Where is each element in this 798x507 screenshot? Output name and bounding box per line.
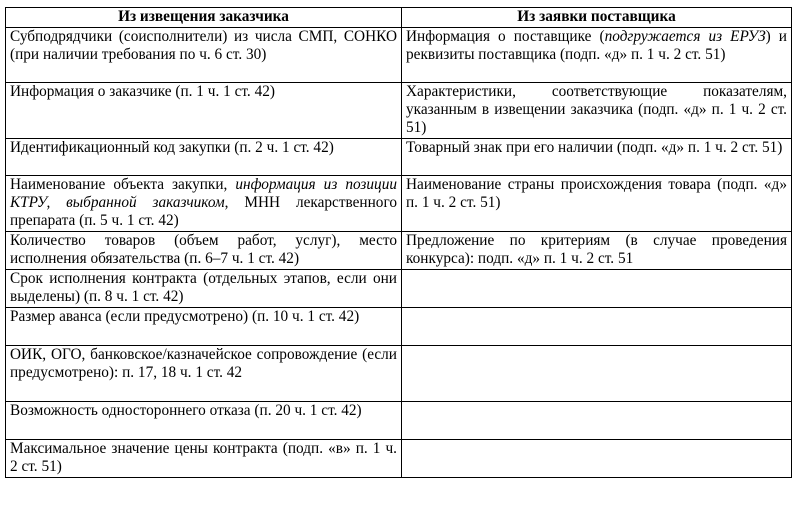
cell-supplier-application (402, 440, 792, 478)
table-row (6, 28, 792, 83)
table-row (6, 139, 792, 176)
text-segment: ОИК, ОГО, банковское/казначейское сопровождение (если предусмотрено): п. 17, 18 ч. 1 ст. 42 (10, 346, 397, 381)
cell-supplier-application (402, 346, 792, 402)
cell-supplier-application (402, 270, 792, 308)
text-segment: , МНН лекарственного препарата (п. 5 ч. 1 ст. 42) (10, 194, 397, 229)
cell-customer-notice (6, 139, 402, 176)
cell-supplier-application (402, 402, 792, 440)
comparison-table-container (5, 7, 792, 478)
cell-customer-notice (6, 176, 402, 232)
table-row (6, 232, 792, 270)
text-segment: Срок исполнения контракта (отдельных этапов, если они выделены) (п. 8 ч. 1 ст. 42) (10, 270, 397, 305)
table-row (6, 270, 792, 308)
table-row (6, 346, 792, 402)
cell-supplier-application (402, 176, 792, 232)
cell-supplier-application (402, 232, 792, 270)
text-segment: Характеристики, соответствующие показателям, указанным в извещении заказчика (подп. «д» п. 1 ч. 2 ст. 51) (406, 83, 787, 136)
cell-supplier-application (402, 139, 792, 176)
text-segment: Наименование страны происхождения товара (подп. «д» п. 1 ч. 2 ст. 51) (406, 176, 787, 211)
cell-supplier-application (402, 83, 792, 139)
text-segment: Информация о заказчике (п. 1 ч. 1 ст. 42) (10, 83, 275, 100)
cell-customer-notice (6, 346, 402, 402)
cell-customer-notice (6, 440, 402, 478)
cell-customer-notice (6, 28, 402, 83)
header-customer-notice: Из извещения заказчика (6, 8, 402, 28)
cell-customer-notice (6, 308, 402, 346)
text-segment: Идентификационный код закупки (п. 2 ч. 1 ст. 42) (10, 139, 334, 156)
cell-supplier-application (402, 308, 792, 346)
text-segment: Субподрядчики (соисполнители) из числа СМП, СОНКО (при наличии требования по ч. 6 ст. 30) (10, 28, 397, 63)
table-header-row (6, 8, 792, 28)
table-row (6, 402, 792, 440)
table-row (6, 308, 792, 346)
comparison-table (5, 7, 792, 478)
table-row (6, 83, 792, 139)
cell-customer-notice (6, 83, 402, 139)
table-row (6, 440, 792, 478)
text-segment: Наименование объекта закупки, (10, 176, 236, 193)
italic-text-segment: подгружается из ЕРУЗ (604, 28, 766, 45)
cell-supplier-application (402, 28, 792, 83)
cell-customer-notice (6, 270, 402, 308)
italic-text-segment: информация из позиции КТРУ, выбранной заказчиком (10, 176, 397, 211)
table-row (6, 176, 792, 232)
text-segment: Количество товаров (объем работ, услуг), место исполнения обязательства (п. 6–7 ч. 1 ст. 42) (10, 232, 397, 267)
cell-customer-notice (6, 232, 402, 270)
text-segment: Максимальное значение цены контракта (подп. «в» п. 1 ч. 2 ст. 51) (10, 440, 397, 475)
text-segment: Возможность одностороннего отказа (п. 20 ч. 1 ст. 42) (10, 402, 362, 419)
text-segment: Предложение по критериям (в случае проведения конкурса): подп. «д» п. 1 ч. 2 ст. 51 (406, 232, 787, 267)
text-segment: Информация о поставщике ( (406, 28, 605, 45)
text-segment: Товарный знак при его наличии (подп. «д» п. 1 ч. 2 ст. 51) (406, 139, 783, 156)
header-supplier-application: Из заявки поставщика (402, 8, 792, 28)
cell-customer-notice (6, 402, 402, 440)
text-segment: ) и реквизиты поставщика (подп. «д» п. 1 ч. 2 ст. 51) (406, 28, 787, 63)
text-segment: Размер аванса (если предусмотрено) (п. 10 ч. 1 ст. 42) (10, 308, 360, 325)
